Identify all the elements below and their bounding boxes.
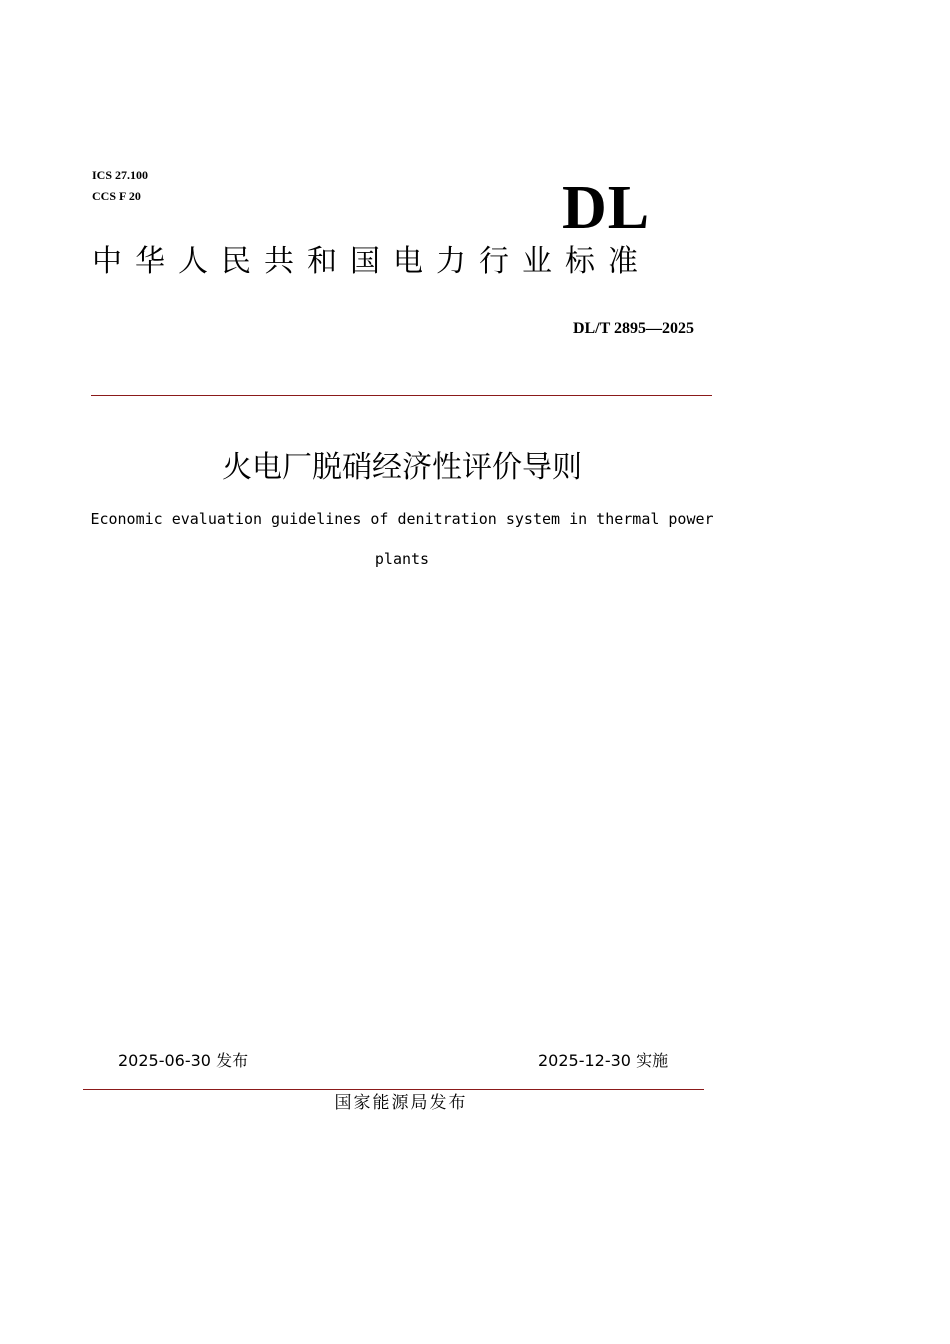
publish-date: 2025-06-30 发布 [118, 1051, 249, 1070]
bottom-divider [83, 1089, 704, 1090]
document-title-cn: 火电厂脱硝经济性评价导则 [222, 450, 582, 485]
top-divider [91, 395, 712, 396]
document-title-en-line2: plants [374, 550, 430, 568]
standard-title: 中华人民共和国电力行业标准 [92, 244, 651, 279]
implement-date: 2025-12-30 实施 [538, 1051, 669, 1070]
ccs-code: CCS F 20 [92, 189, 141, 203]
document-title-en-line1: Economic evaluation guidelines of denitration system in thermal power [90, 510, 714, 528]
standard-number: DL/T 2895—2025 [572, 320, 694, 337]
dl-logo: DL [562, 174, 651, 242]
ics-code: ICS 27.100 [92, 168, 149, 182]
issuer: 国家能源局发布 [334, 1093, 468, 1113]
